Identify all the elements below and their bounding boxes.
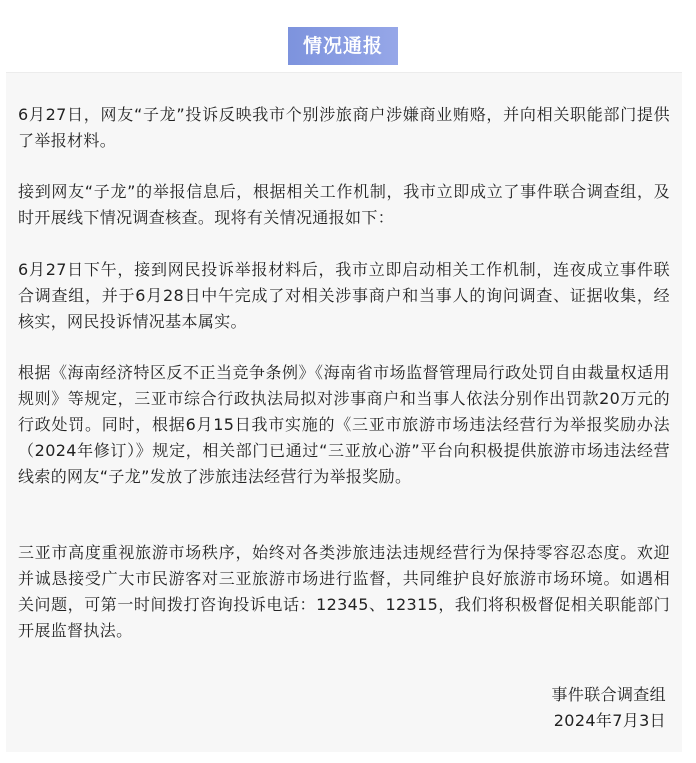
paragraph-5: 三亚市高度重视旅游市场秩序，始终对各类涉旅违法违规经营行为保持零容忍态度。欢迎并诚恳接受广大市民游客对三亚旅游市场进行监督，共同维护良好旅游市场环境。如遇相关问题，可第一时间拨打咨询投诉电话：12345、12315，我们将积极督促相关职能部门开展监督执法。	[18, 543, 670, 640]
paragraph-2: 接到网友“子龙”的举报信息后，根据相关工作机制，我市立即成立了事件联合调查组，及时开展线下情况调查核查。现将有关情况通报如下：	[18, 182, 670, 227]
paragraph-3: 6月27日下午，接到网民投诉举报材料后，我市立即启动相关工作机制，连夜成立事件联合调查组，并于6月28日中午完成了对相关涉事商户和当事人的询问调查、证据收集，经核实，网民投诉情况基本属实。	[18, 260, 670, 331]
signature-organization: 事件联合调查组	[551, 685, 666, 704]
header	[0, 0, 696, 72]
signature-date: 2024年7月3日	[553, 711, 666, 730]
paragraph-4: 根据《海南经济特区反不正当竞争条例》《海南省市场监督管理局行政处罚自由裁量权适用规则》等规定，三亚市综合行政执法局拟对涉事商户和当事人依法分别作出罚款20万元的行政处罚。同时，根据6月15日我市实施的《三亚市旅游市场违法经营行为举报奖励办法（2024年修订）》规定，相关部门已通过“三亚放心游”平台向积极提供旅游市场违法经营线索的网友“子龙”发放了涉旅违法经营行为举报奖励。	[18, 363, 670, 486]
paragraph-1: 6月27日，网友“子龙”投诉反映我市个别涉旅商户涉嫌商业贿赂，并向相关职能部门提供了举报材料。	[18, 105, 670, 150]
notice-body	[6, 72, 682, 752]
page-title: 情况通报	[288, 27, 398, 65]
